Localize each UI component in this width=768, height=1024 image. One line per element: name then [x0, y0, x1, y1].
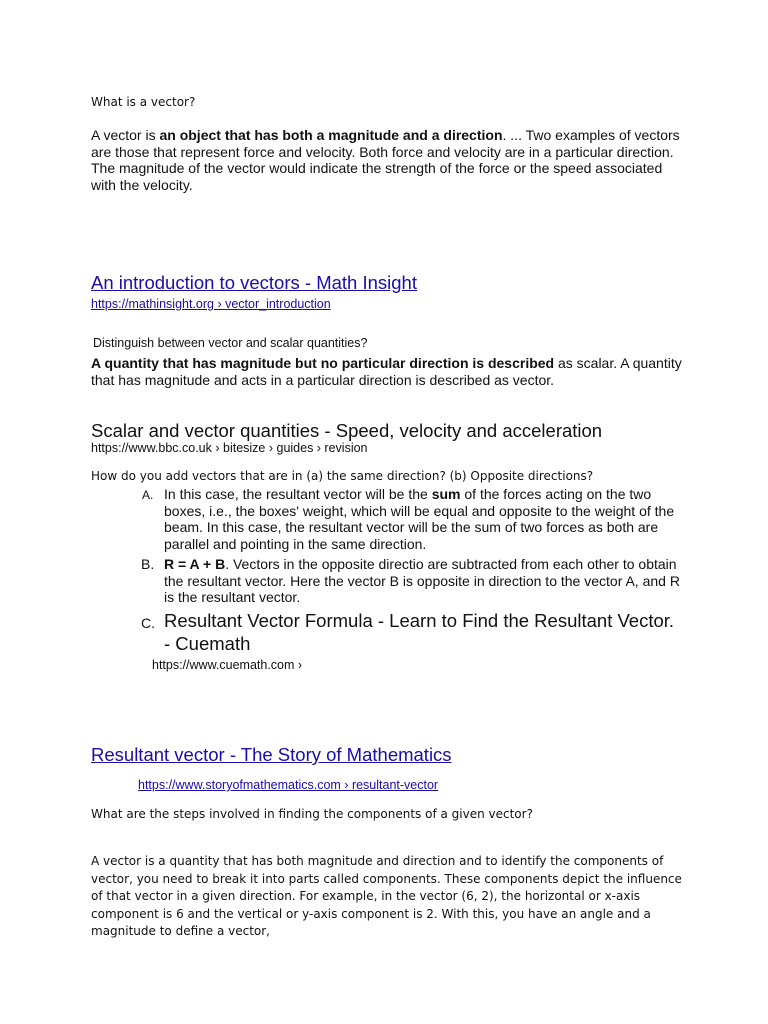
bbc-url: https://www.bbc.co.uk › bitesize › guides › revision: [91, 441, 368, 455]
list-item-a-bold: sum: [431, 486, 461, 502]
list-item-b-suffix: . Vectors in the opposite directio are subtracted from each other to obtain the resultant vector. Here the vector B is opposite in direction to the vector A, and R is the resultant vector.: [164, 556, 680, 605]
list-item-b: [164, 556, 684, 606]
question-vector-scalar: Distinguish between vector and scalar quantities?: [93, 336, 368, 350]
list-item-a-prefix: In this case, the resultant vector will be the: [164, 486, 432, 502]
answer-components: A vector is a quantity that has both magnitude and direction and to identify the components of vector, you need to break it into parts called components. These components depict the influence of that vector in a given direction. For example, in the vector (6, 2), the horizontal or x-axis component is 6 and the vertical or y-axis component is 2. With this, you have an angle and a magnitude to define a vector,: [91, 854, 682, 938]
answer-prefix: A vector is: [91, 127, 160, 143]
question-add-vectors: How do you add vectors that are in (a) the same direction? (b) Opposite directions?: [91, 469, 594, 483]
list-item-b-bold: R = A + B: [164, 556, 226, 572]
list-item-a-suffix: of the forces acting on the two boxes, i.e., the boxes' weight, which will be equal and opposite to the weight of the beam. In this case, the resultant vector will be the sum of two forces as both are parallel and pointing in the same direction.: [164, 486, 675, 552]
heading-scalar-vector-quantities: Scalar and vector quantities - Speed, velocity and acceleration: [91, 420, 603, 441]
answer-bold: A quantity that has magnitude but no particular direction is described: [91, 355, 555, 371]
question-what-is-vector: What is a vector?: [91, 95, 196, 109]
list-marker-c: C.: [141, 615, 155, 631]
list-item-a: [164, 486, 684, 552]
answer-what-is-vector: [91, 127, 691, 193]
answer-suffix: . ... Two examples of vectors are those that represent force and velocity. Both force and velocity are in a particular direction. The magnitude of the vector would indicate the strength of the force or the speed associated with the velocity.: [91, 127, 680, 193]
link-story-of-math-url[interactable]: https://www.storyofmathematics.com › resultant-vector: [138, 778, 439, 792]
link-story-of-math-title[interactable]: Resultant vector - The Story of Mathematics: [91, 744, 452, 765]
list-marker-a: A.: [142, 488, 154, 502]
answer-vector-scalar: [91, 355, 691, 388]
answer-bold: an object that has both a magnitude and a direction: [159, 127, 503, 143]
link-math-insight-url[interactable]: https://mathinsight.org › vector_introduction: [91, 297, 331, 311]
list-marker-b: B.: [141, 556, 155, 572]
cuemath-url: https://www.cuemath.com ›: [152, 658, 303, 672]
answer-suffix: as scalar. A quantity that has magnitude and acts in a particular direction is described as vector.: [91, 355, 682, 388]
link-math-insight-title[interactable]: An introduction to vectors - Math Insight: [91, 272, 417, 293]
cuemath-title: Resultant Vector Formula - Learn to Find the Resultant Vector. - Cuemath: [164, 610, 675, 654]
question-components: What are the steps involved in finding the components of a given vector?: [91, 807, 533, 821]
